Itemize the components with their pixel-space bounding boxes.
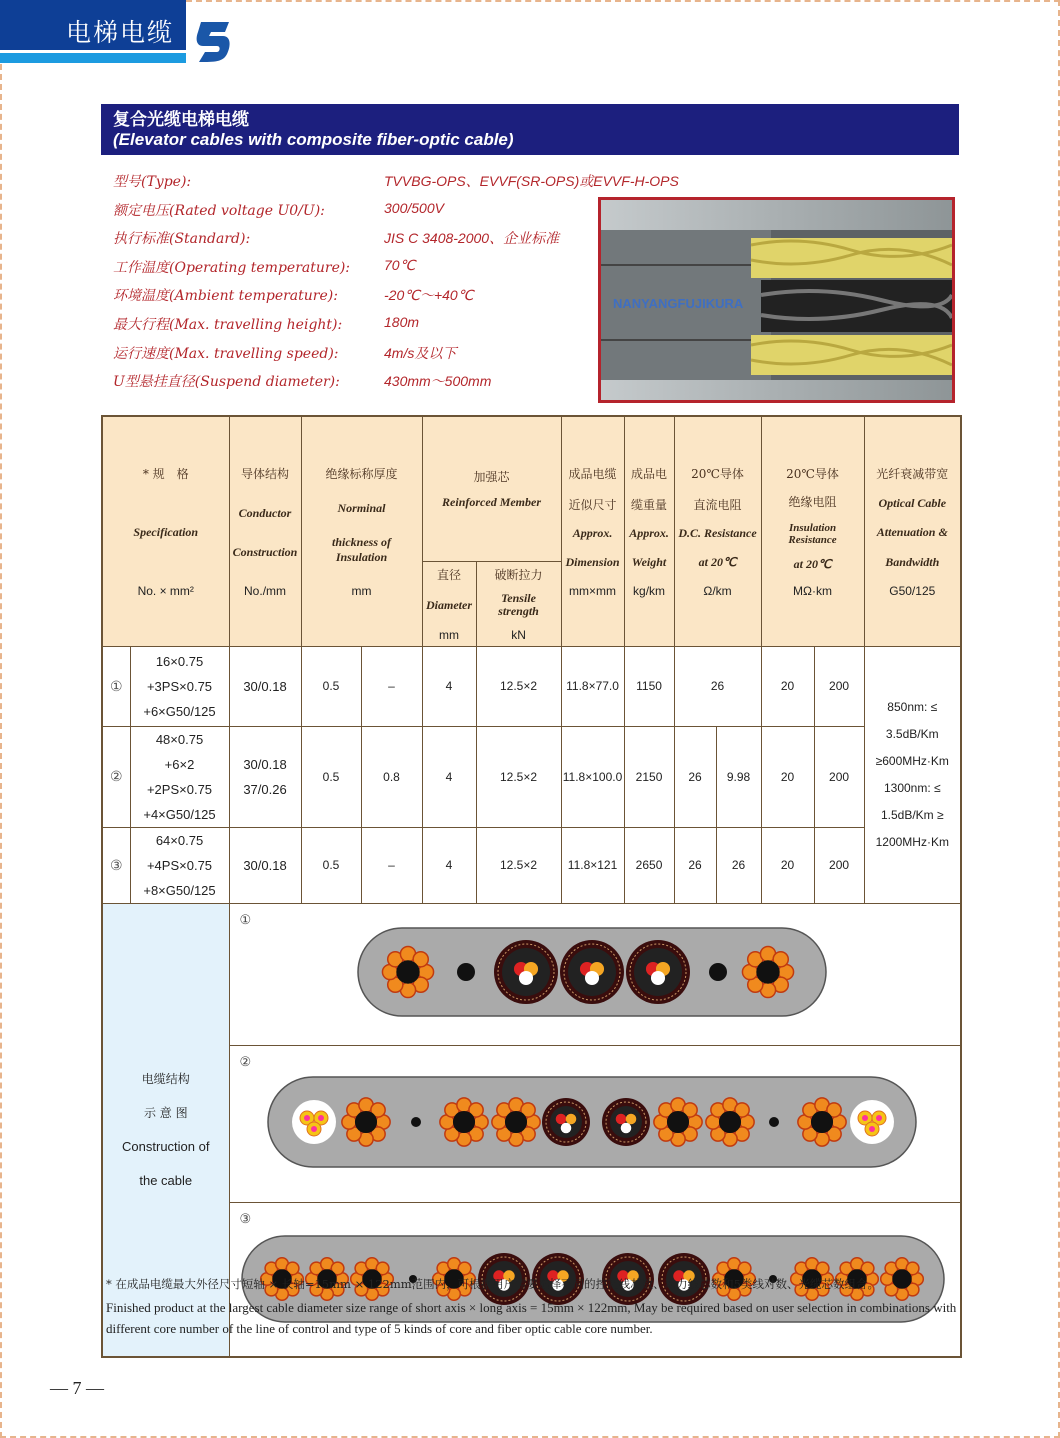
spec-value: TVVBG-OPS、EVVF(SR-OPS)或EVVF-H-OPS [384, 173, 679, 189]
fiber-line: 3.5dB/Km [885, 726, 939, 741]
cell-ir2: 200 [814, 827, 864, 903]
spec-label: 环境温度(Ambient temperature): [113, 288, 338, 305]
fiber-icon [615, 1113, 626, 1124]
header-fiber-en1: Optical Cable [878, 496, 947, 510]
spec-value: 4m/s及以下 [384, 344, 457, 361]
diagram-row [102, 1045, 961, 1202]
header-diameter-cn: 直径 [437, 567, 462, 582]
core-center-icon [811, 1110, 833, 1132]
fiber-line: 1.5dB/Km ≥ [880, 807, 944, 822]
company-logo-icon [195, 20, 231, 64]
cell-tensile: 12.5×2 [476, 726, 561, 827]
header-weight-en1: Approx. [629, 526, 669, 541]
header-conductor-en2: Construction [232, 544, 298, 559]
spec-value: 180m [384, 314, 420, 330]
fiber-icon [565, 1113, 576, 1124]
page-number: — 7 — [50, 1378, 104, 1398]
spec-line: +3PS×0.75 [146, 678, 213, 694]
cell-fiber [864, 646, 961, 903]
cell-weight: 1150 [624, 646, 674, 726]
cell-ins1: 0.5 [301, 827, 361, 903]
header-insulation-unit: mm [351, 583, 372, 598]
section-title: 电梯电缆 [0, 0, 186, 50]
header-dimension-cn2: 近似尺寸 [568, 497, 617, 512]
diagram-number: ③ [239, 1210, 252, 1226]
spec-line: +6×2 [164, 756, 195, 772]
pair-core-icon [862, 1115, 868, 1121]
table-row [102, 726, 961, 827]
spec-line: +4×G50/125 [143, 806, 216, 822]
header-bar [0, 53, 186, 63]
cell-weight: 2150 [624, 726, 674, 827]
core-center-icon [505, 1110, 527, 1132]
fiber-line: 1200MHz·Km [875, 834, 949, 849]
photo-brand-print: NANYANGFUJIKURA [613, 296, 744, 311]
diagram-label-en1: Construction of [122, 1138, 210, 1154]
spec-line: 48×0.75 [155, 731, 204, 747]
border-dash [186, 0, 1060, 2]
cell-dia: 4 [422, 827, 476, 903]
spec-line: +6×G50/125 [143, 703, 216, 719]
steel-member-icon [769, 1117, 779, 1127]
pair-core-icon [318, 1115, 324, 1121]
fiber-icon [555, 1113, 566, 1124]
header-fiber-cn: 光纤衰减带宽 [876, 466, 949, 481]
header-insulation-en1: Norminal [337, 500, 386, 515]
spec-label: 最大行程(Max. travelling height): [113, 317, 343, 333]
diagram-2 [229, 1045, 961, 1202]
pair-core-icon [304, 1115, 310, 1121]
cell-ins2: – [361, 827, 422, 903]
cell-ins1: 0.5 [301, 646, 361, 726]
cell-tensile: 12.5×2 [476, 827, 561, 903]
cond-line: 37/0.26 [243, 781, 287, 797]
header-weight-en2: Weight [631, 555, 667, 569]
cell-ins1: 0.5 [301, 726, 361, 827]
header-conductor-unit: No./mm [244, 583, 287, 598]
cell-index: ① [102, 646, 130, 726]
cell-ir2: 200 [814, 646, 864, 726]
cell-spec [130, 827, 229, 903]
steel-member-icon [709, 963, 727, 981]
header-reinforced-en: Reinforced Member [442, 494, 542, 509]
spec-value: JIS C 3408-2000、企业标准 [384, 230, 560, 247]
table-row [102, 827, 961, 903]
header-reinforced-cn: 加强芯 [473, 469, 510, 484]
cell-ir1: 20 [761, 726, 814, 827]
header-conductor-en1: Conductor [238, 505, 292, 520]
spec-value: 300/500V [384, 199, 444, 216]
diagram-1 [229, 903, 961, 1045]
cell-dim: 11.8×100.0 [561, 726, 624, 827]
spec-table [101, 415, 962, 1358]
core-center-icon [396, 960, 419, 983]
steel-member-icon [457, 963, 475, 981]
spec-line: +2PS×0.75 [146, 781, 213, 797]
fiber-icon [651, 970, 665, 984]
header-dc-cn1: 20℃导体 [691, 466, 744, 481]
header-spec-unit: No. × mm² [137, 583, 194, 598]
cell-dim: 11.8×77.0 [561, 646, 624, 726]
footnote-cn: * 在成品电缆最大外径尺寸短轴 × 长轴=15mm × 122mm范围内，可根据用户需要选择不同的控制线芯数、动力线芯数和5类线对数、光缆芯数组合。 [106, 1277, 879, 1291]
title-cn: 复合光缆电梯电缆 [113, 110, 249, 129]
spec-line: 16×0.75 [155, 653, 204, 669]
header-dimension-cn1: 成品电缆 [568, 466, 617, 481]
cell-ir1: 20 [761, 827, 814, 903]
core-center-icon [756, 960, 779, 983]
cell-index: ② [102, 726, 130, 827]
core-center-icon [667, 1110, 689, 1132]
spec-line: +8×G50/125 [143, 882, 216, 898]
header-insulation-cn: 绝缘标称厚度 [325, 466, 398, 481]
cell-spec [130, 726, 229, 827]
spec-label: U型悬挂直径(Suspend diameter): [113, 374, 340, 391]
cell-dia: 4 [422, 646, 476, 726]
fiber-line: ≥600MHz·Km [875, 753, 949, 768]
diagram-number: ② [239, 1053, 252, 1069]
cell-ir1: 20 [761, 646, 814, 726]
cell-index: ③ [102, 827, 130, 903]
cell-conductor [229, 827, 301, 903]
spec-value: 70℃ [384, 256, 416, 273]
cell-spec [130, 646, 229, 726]
pair-core-icon [869, 1126, 875, 1132]
diagram-label-cn2: 示 意 图 [143, 1105, 188, 1120]
header-ir-en2: at 20℃ [793, 557, 832, 572]
spec-label: 执行标准(Standard): [113, 231, 251, 248]
cable-photo [598, 197, 955, 403]
header-dc-en1: D.C. Resistance [678, 526, 757, 541]
header-weight-cn2: 缆重量 [631, 497, 668, 512]
cell-conductor [229, 646, 301, 726]
diagram-row [102, 903, 961, 1045]
fiber-line: 850nm: ≤ [887, 699, 938, 714]
header-tensile-en: Tensile strength [498, 591, 539, 618]
diagram-label-en2: the cable [139, 1172, 193, 1188]
cond-line: 30/0.18 [243, 756, 287, 772]
spec-line: 64×0.75 [155, 832, 204, 848]
cell-ins2: 0.8 [361, 726, 422, 827]
footnote-en: Finished product at the largest cable diameter size range of short axis × long axis = 15mm × 122mm, May be required based on user selection in combinations with different core number of the line of control and type of 5 kinds of core and fiber optic cable core number. [106, 1300, 957, 1336]
steel-member-icon [411, 1117, 421, 1127]
header-insulation-en2: thickness of Insulation [332, 534, 392, 564]
border-dash [0, 64, 2, 1438]
header-spec-cn: * 规 格 [142, 466, 189, 481]
cell-ir2: 200 [814, 726, 864, 827]
fiber-icon [620, 1122, 631, 1133]
cell-ins2: – [361, 646, 422, 726]
header-tensile-cn: 破断拉力 [494, 567, 543, 582]
cell-dc: 26 [674, 827, 716, 903]
header-ir-cn2: 绝缘电阻 [788, 495, 837, 510]
table-row [102, 646, 961, 726]
cond-line: 30/0.18 [243, 857, 287, 873]
table-header [102, 416, 961, 561]
diagram-label-cn1: 电缆结构 [141, 1071, 190, 1086]
cell-conductor [229, 726, 301, 827]
cell-dia: 4 [422, 726, 476, 827]
header-conductor-cn: 导体结构 [241, 466, 290, 481]
header-dimension-en2: Dimension [565, 555, 620, 569]
core-center-icon [355, 1110, 377, 1132]
header-ir-unit: MΩ·km [793, 583, 833, 598]
spec-value: 430mm～500mm [384, 373, 492, 390]
header-tensile-unit: kN [511, 627, 526, 642]
diagram-number: ① [239, 911, 252, 927]
fiber-line: 1300nm: ≤ [883, 780, 941, 795]
spec-line: +4PS×0.75 [146, 857, 213, 873]
cell-tensile: 12.5×2 [476, 646, 561, 726]
fiber-icon [625, 1113, 636, 1124]
cell-dc: 26 [674, 646, 761, 726]
spec-label: 型号(Type): [113, 174, 192, 190]
header-diameter-en: Diameter [426, 597, 473, 612]
header-fiber-unit: G50/125 [889, 583, 936, 598]
header-dimension-en1: Approx. [572, 526, 613, 541]
fiber-icon [585, 970, 599, 984]
spec-label: 工作温度(Operating temperature): [113, 259, 351, 276]
fiber-icon [560, 1122, 571, 1133]
header-weight-unit: kg/km [633, 583, 666, 598]
cell-dc: 26 [716, 827, 761, 903]
spec-label: 运行速度(Max. travelling speed): [113, 345, 339, 362]
header-fiber-en2: Attenuation & [876, 525, 948, 540]
cond-line: 30/0.18 [243, 678, 287, 694]
header-ir-en1: Insulation Resistance [788, 521, 837, 546]
pair-core-icon [311, 1126, 317, 1132]
fiber-icon [519, 970, 533, 984]
spec-label: 额定电压(Rated voltage U0/U): [113, 202, 325, 219]
title-en: (Elevator cables with composite fiber-optic cable) [113, 130, 514, 149]
header-dc-unit: Ω/km [703, 583, 732, 598]
product-title [101, 104, 959, 155]
header-weight-cn1: 成品电 [631, 466, 668, 481]
pair-core-icon [876, 1115, 882, 1121]
cell-dc: 26 [674, 726, 716, 827]
header-dc-en2: at 20℃ [698, 555, 737, 569]
cell-dim: 11.8×121 [561, 827, 624, 903]
header-spec-en: Specification [133, 525, 199, 540]
cell-weight: 2650 [624, 827, 674, 903]
cell-dc: 9.98 [716, 726, 761, 827]
footnote [106, 1274, 958, 1339]
header-ir-cn1: 20℃导体 [786, 466, 839, 481]
core-center-icon [719, 1110, 741, 1132]
core-center-icon [453, 1110, 475, 1132]
spec-value: -20℃～+40℃ [384, 287, 474, 304]
header-diameter-unit: mm [439, 627, 460, 642]
header-dimension-unit: mm×mm [569, 583, 617, 598]
header-fiber-en3: Bandwidth [885, 554, 940, 569]
header-dc-cn2: 直流电阻 [693, 497, 742, 512]
